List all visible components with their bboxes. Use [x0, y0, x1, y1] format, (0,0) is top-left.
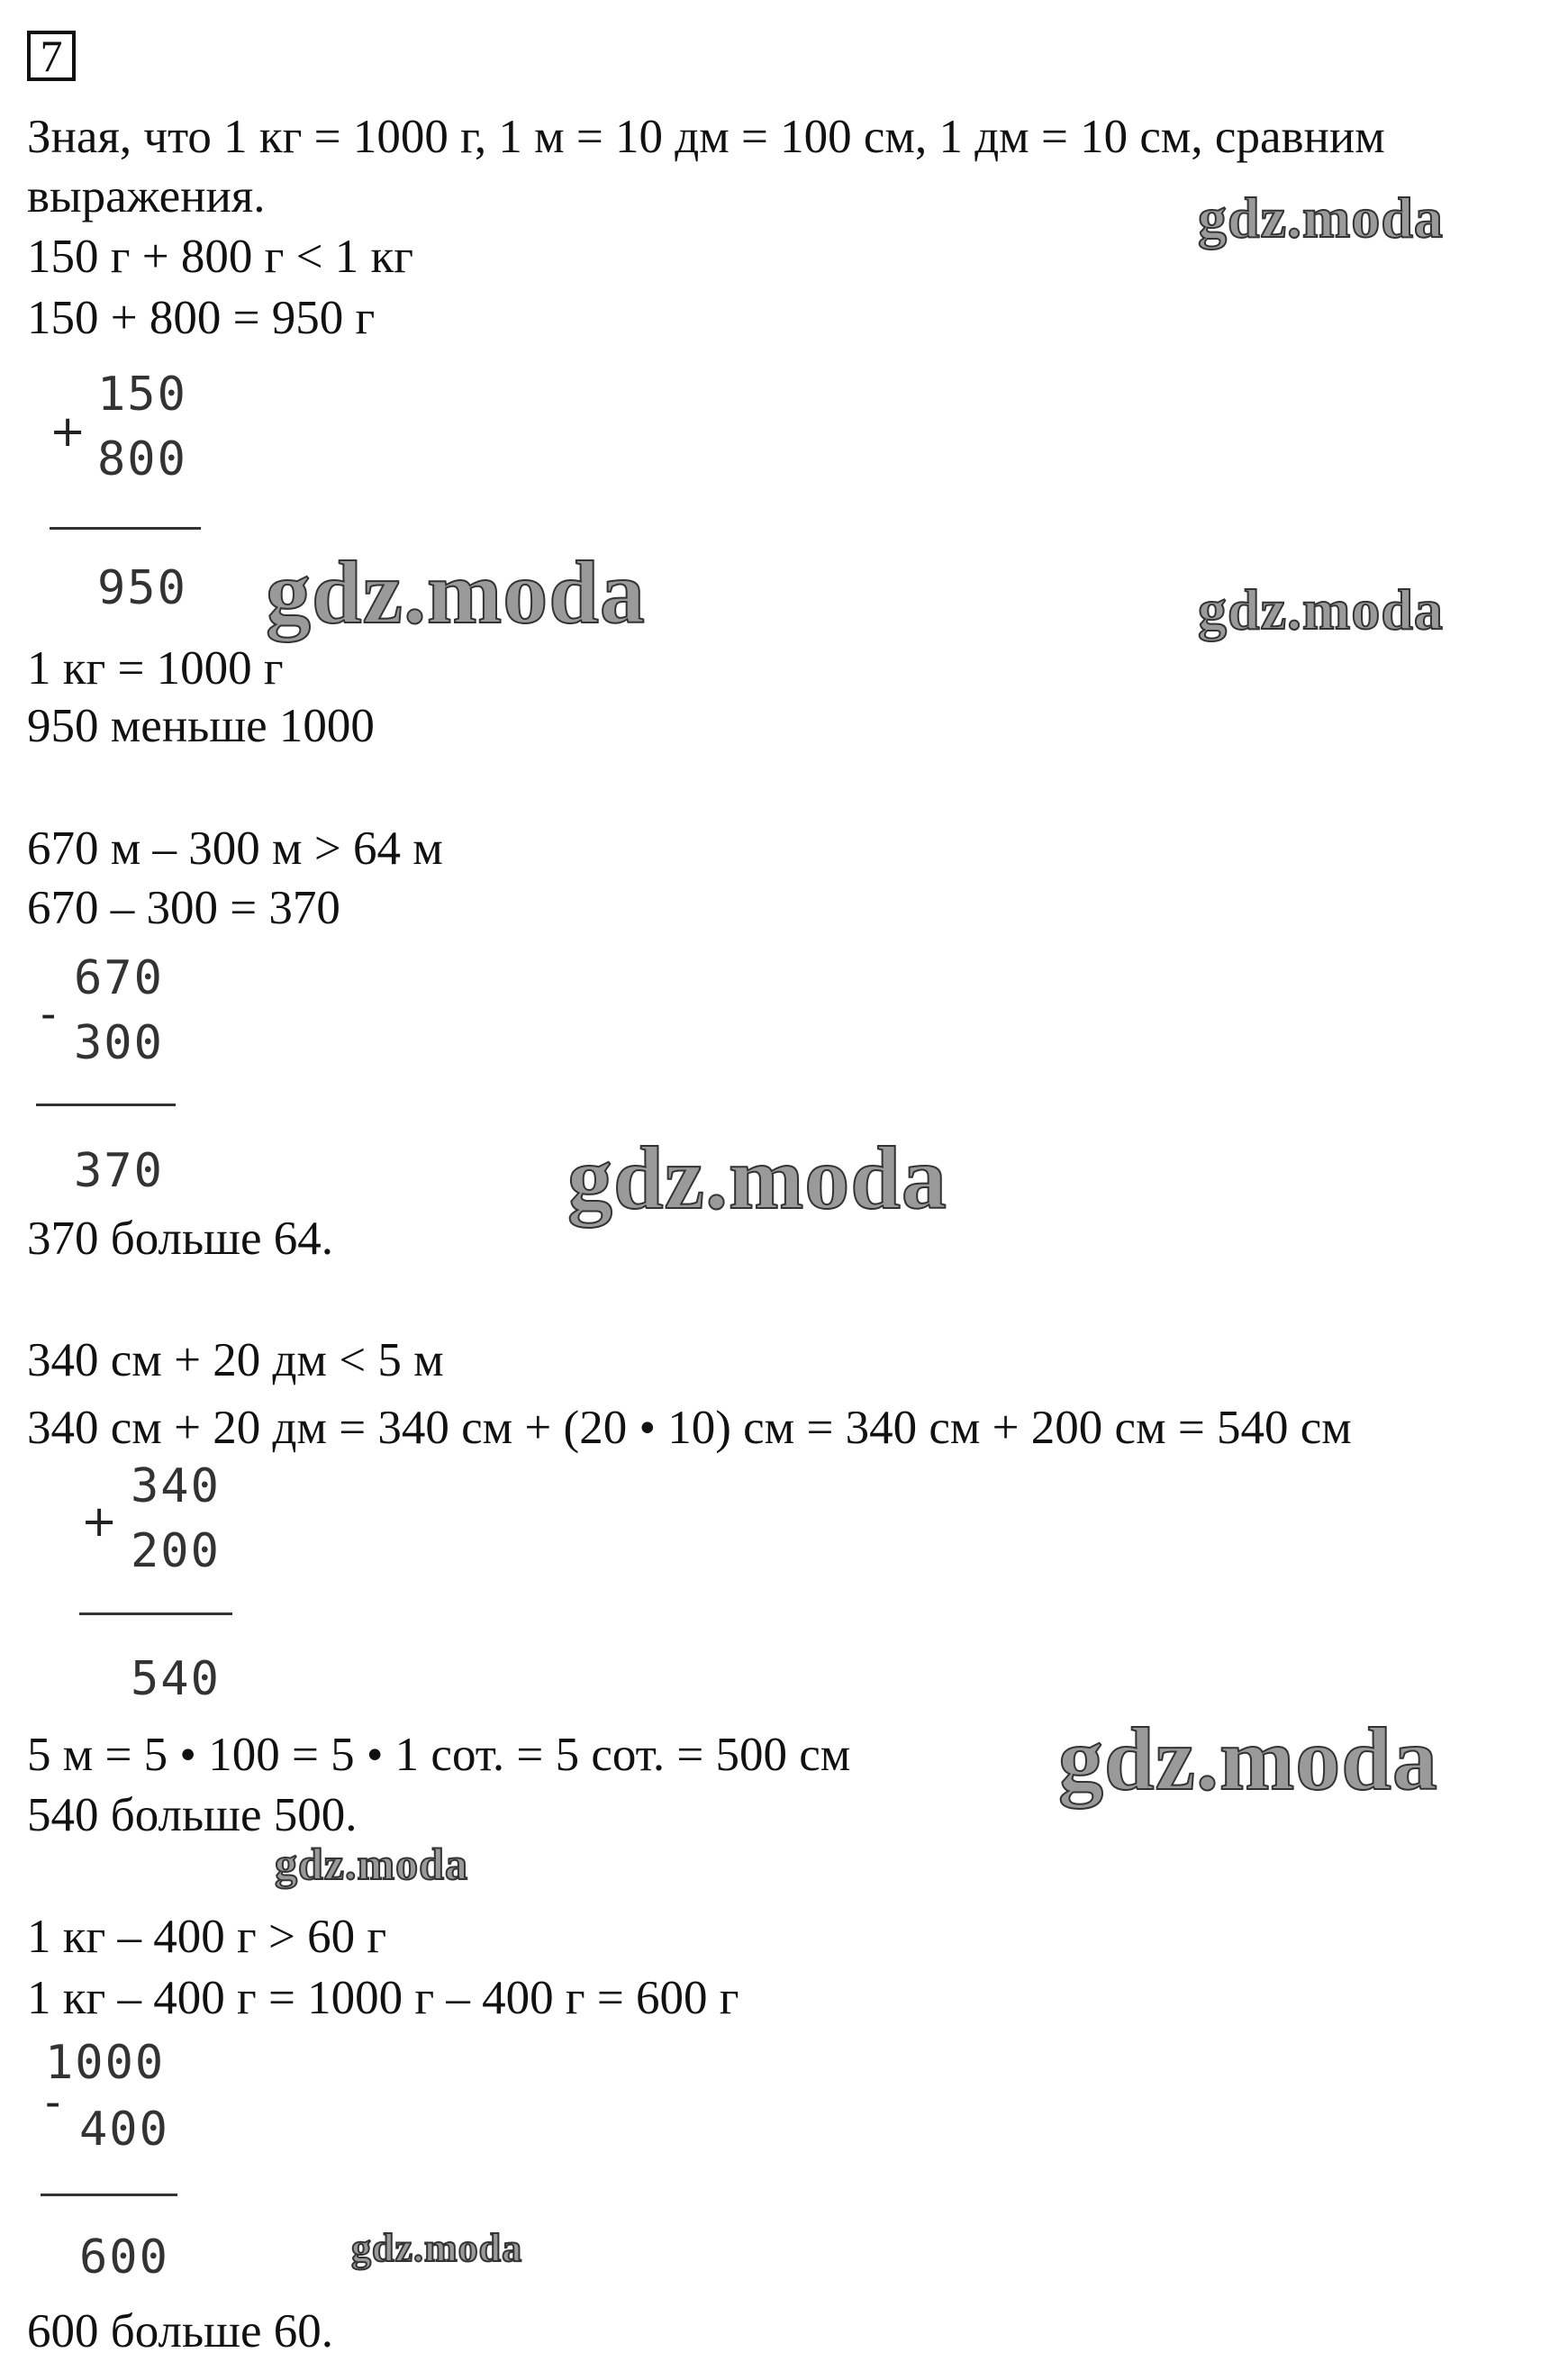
watermark: gdz.moda [1198, 186, 1444, 250]
watermark: gdz.moda [351, 2226, 523, 2270]
block2-minus-sign: - [41, 989, 57, 1040]
block3-plus-sign: + [81, 1496, 118, 1547]
block2-column-top: 670 [74, 951, 164, 1005]
block4-column-bottom: 400 [79, 2103, 169, 2157]
watermark: gdz.moda [275, 1839, 468, 1889]
block4-column-rule [41, 2194, 177, 2196]
block1-column-rule [50, 527, 201, 530]
block1-note-2: 950 меньше 1000 [27, 700, 375, 752]
block1-equation: 150 + 800 = 950 г [27, 292, 376, 344]
block2-equation: 670 – 300 = 370 [27, 882, 340, 934]
block4-comparison: 1 кг – 400 г > 60 г [27, 1911, 387, 1963]
block1-plus-sign: + [50, 406, 86, 457]
block2-column-result: 370 [74, 1144, 164, 1198]
block2-column-bottom: 300 [74, 1016, 164, 1070]
watermark: gdz.moda [1058, 1709, 1438, 1809]
block1-note-1: 1 кг = 1000 г [27, 642, 284, 695]
watermark: gdz.moda [1198, 577, 1444, 641]
block4-column-top: 1000 [45, 2036, 166, 2090]
block2-column-rule [36, 1104, 176, 1106]
block3-note-1: 5 м = 5 • 100 = 5 • 1 сот. = 5 сот. = 500 см [27, 1729, 851, 1781]
block3-column-result: 540 [131, 1652, 221, 1706]
block1-column-top: 150 [97, 368, 187, 422]
block1-comparison: 150 г + 800 г < 1 кг [27, 231, 413, 283]
block3-column-rule [79, 1612, 232, 1615]
block4-note-1: 600 больше 60. [27, 2305, 333, 2357]
task-number: 7 [40, 31, 63, 81]
watermark: gdz.moda [567, 1128, 947, 1228]
block2-note-1: 370 больше 64. [27, 1213, 333, 1265]
intro-line-2: выражения. [27, 170, 266, 223]
block3-comparison: 340 см + 20 дм < 5 м [27, 1334, 444, 1386]
block4-equation: 1 кг – 400 г = 1000 г – 400 г = 600 г [27, 1972, 739, 2024]
block3-equation: 340 см + 20 дм = 340 см + (20 • 10) см = 340 см + 200 см = 540 см [27, 1402, 1352, 1454]
block3-column-bottom: 200 [131, 1524, 221, 1578]
block2-comparison: 670 м – 300 м > 64 м [27, 822, 443, 875]
block3-column-top: 340 [131, 1459, 221, 1513]
intro-line-1: Зная, что 1 кг = 1000 г, 1 м = 10 дм = 100 см, 1 дм = 10 см, сравним [27, 111, 1385, 163]
block1-column-result: 950 [97, 561, 187, 615]
block3-note-2: 540 больше 500. [27, 1789, 358, 1841]
watermark: gdz.moda [266, 542, 646, 642]
task-number-box [27, 31, 76, 81]
block4-minus-sign: - [45, 2077, 61, 2128]
block1-column-bottom: 800 [97, 432, 187, 486]
block4-column-result: 600 [79, 2230, 169, 2285]
